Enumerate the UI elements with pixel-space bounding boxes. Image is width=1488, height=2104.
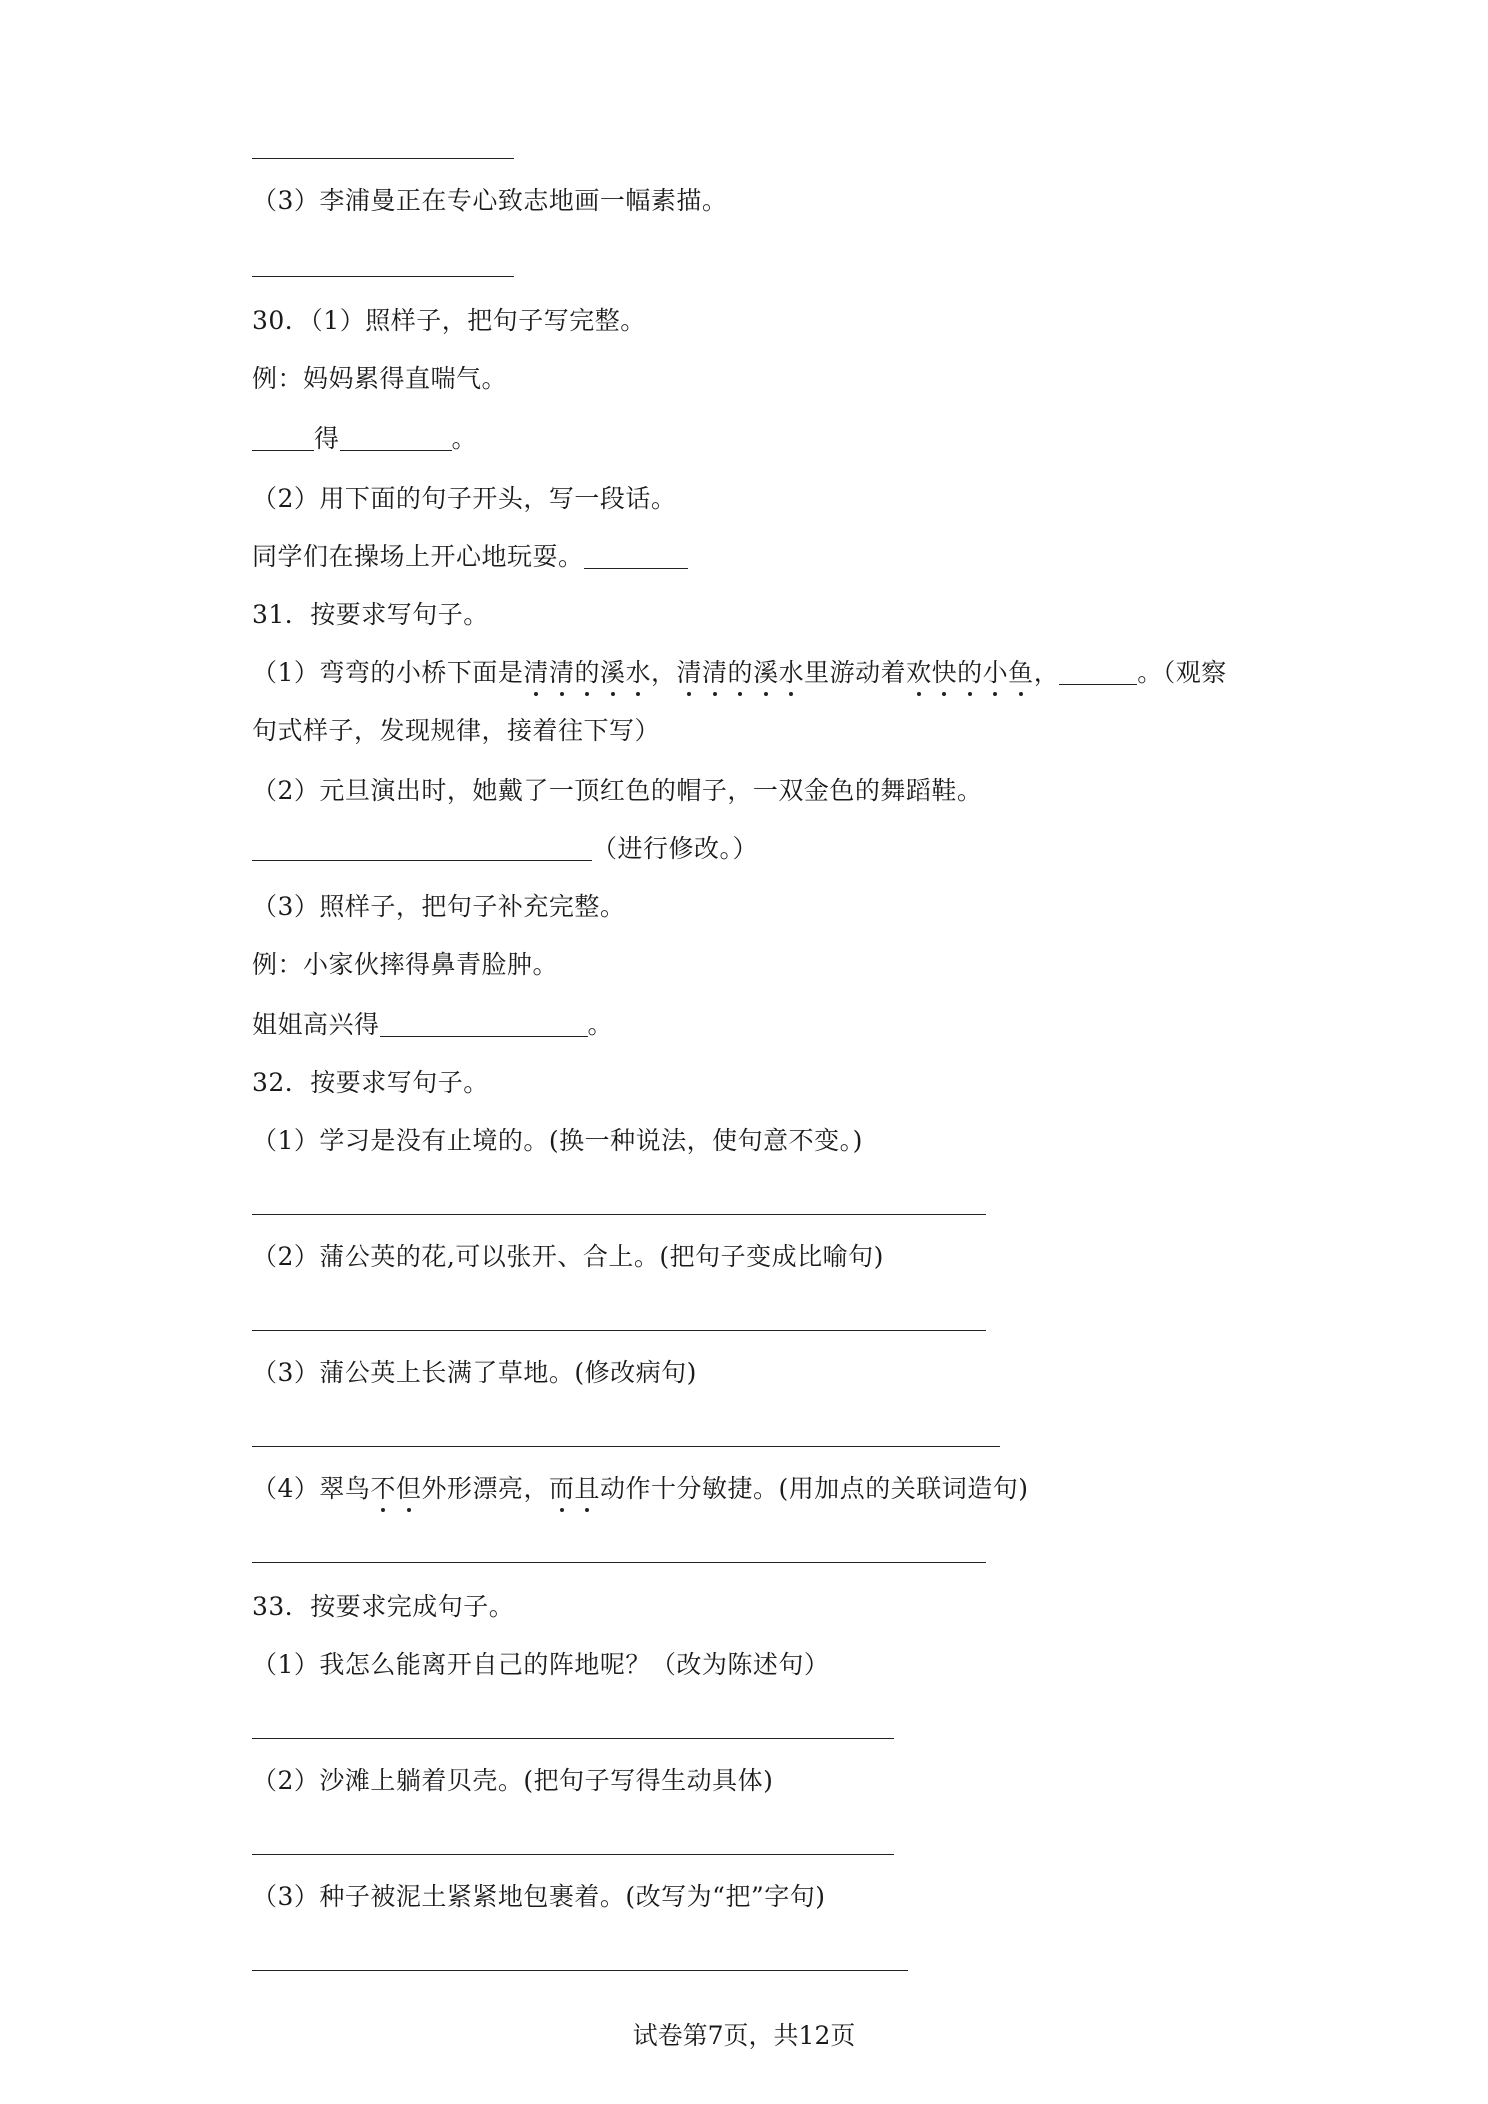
emphasis-char: 且 [574, 1474, 600, 1503]
question-30-2: （2）用下面的句子开头，写一段话。 [252, 484, 677, 513]
question-32-4: （4）翠鸟不但外形漂亮，而且动作十分敏捷。(用加点的关联词造句) [252, 1474, 1029, 1503]
question-31-2: （2）元旦演出时，她戴了一顶红色的帽子，一双金色的舞蹈鞋。 [252, 776, 983, 805]
question-31-3: （3）照样子，把句子补充完整。 [252, 892, 626, 921]
question-31-1: （1）弯弯的小桥下面是清清的溪水，清清的溪水里游动着欢快的小鱼， 。（观察 [252, 658, 1227, 687]
dotted-phrase [906, 658, 1034, 687]
question-33-2: （2）沙滩上躺着贝壳。(把句子写得生动具体) [252, 1766, 774, 1795]
question-31-3-example: 例：小家伙摔得鼻青脸肿。 [252, 950, 559, 979]
answer-line [252, 158, 514, 159]
answer-line [252, 1970, 908, 1971]
blank [380, 1010, 588, 1037]
question-31-2-answer: （进行修改。） [252, 832, 758, 866]
answer-line [252, 1562, 986, 1563]
question-33-1: （1）我怎么能离开自己的阵地呢？（改为陈述句） [252, 1650, 830, 1679]
question-31-3-fill: 姐姐高兴得 。 [252, 1010, 614, 1039]
emphasis-char: 欢 [906, 658, 932, 687]
blank [340, 424, 452, 451]
emphasis-char: 水 [778, 658, 805, 687]
question-29-3: （3）李浦曼正在专心致志地画一幅素描。 [252, 186, 728, 215]
dotted-phrase [523, 658, 651, 687]
dotted-phrase [549, 1474, 600, 1503]
emphasis-char: 不 [370, 1474, 396, 1503]
question-32-2: （2）蒲公英的花,可以张开、合上。(把句子变成比喻句) [252, 1242, 884, 1271]
emphasis-char: 但 [395, 1474, 422, 1503]
question-32-1: （1）学习是没有止境的。(换一种说法，使句意不变。) [252, 1126, 863, 1155]
blank [252, 424, 314, 451]
answer-line [252, 1330, 986, 1331]
question-33-3: （3）种子被泥土紧紧地包裹着。(改写为“把”字句) [252, 1882, 826, 1911]
blank [252, 834, 592, 861]
emphasis-char: 的 [957, 658, 983, 687]
answer-line [252, 1214, 986, 1215]
emphasis-char: 清 [523, 658, 549, 687]
emphasis-char: 清 [676, 658, 703, 687]
emphasis-char: 溪 [753, 658, 779, 687]
answer-line [252, 1738, 894, 1739]
dotted-phrase [677, 658, 805, 687]
question-32-3: （3）蒲公英上长满了草地。(修改病句) [252, 1358, 697, 1387]
blank [1059, 658, 1137, 685]
question-30-example: 例：妈妈累得直喘气。 [252, 364, 508, 393]
question-30-2-text: 同学们在操场上开心地玩耍。 [252, 540, 688, 574]
question-31-1-continued: 句式样子，发现规律，接着往下写） [252, 716, 661, 745]
answer-line [252, 1854, 894, 1855]
answer-line [252, 1446, 1000, 1447]
question-30-heading: 30．（1）照样子，把句子写完整。 [252, 306, 646, 335]
question-31-heading: 31．按要求写句子。 [252, 600, 489, 629]
emphasis-char: 而 [548, 1474, 575, 1503]
emphasis-char: 小 [982, 658, 1009, 687]
emphasis-char: 清 [548, 658, 575, 687]
emphasis-char: 快 [931, 658, 958, 687]
emphasis-char: 水 [625, 658, 651, 687]
page-footer: 试卷第7页，共12页 [632, 2021, 856, 2050]
dotted-phrase [370, 1474, 421, 1503]
emphasis-char: 清 [702, 658, 728, 687]
emphasis-char: 的 [574, 658, 600, 687]
blank [584, 542, 688, 569]
answer-line [252, 276, 514, 277]
emphasis-char: 的 [727, 658, 754, 687]
emphasis-char: 溪 [599, 658, 626, 687]
question-30-fill: 得 。 [252, 422, 477, 456]
emphasis-char: 鱼 [1008, 658, 1034, 687]
question-33-heading: 33．按要求完成句子。 [252, 1592, 515, 1621]
question-32-heading: 32．按要求写句子。 [252, 1068, 489, 1097]
